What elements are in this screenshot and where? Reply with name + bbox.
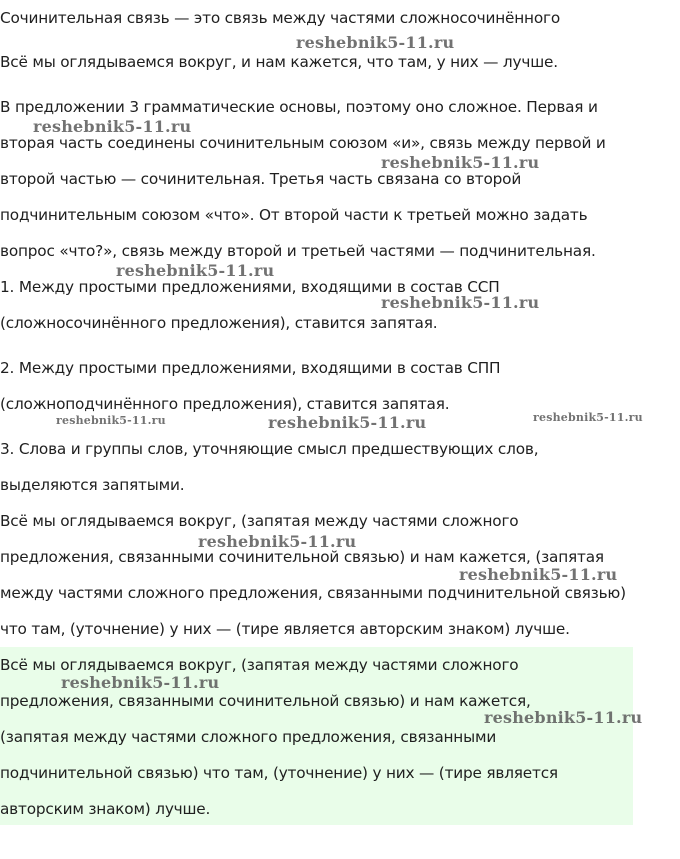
watermark: reshebnik5-11.ru (381, 293, 540, 312)
rule-3: 3. Слова и группы слов, уточняющие смысл предшествующих слов, (0, 440, 539, 458)
answer-line: предложения, связанными сочинительной связью) и нам кажется, (0, 692, 531, 710)
watermark: reshebnik5-11.ru (198, 532, 357, 551)
watermark: reshebnik5-11.ru (268, 413, 427, 432)
text-line: между частями сложного предложения, связанными подчинительной связью) (0, 584, 626, 602)
answer-line: авторским знаком) лучше. (0, 800, 211, 818)
answer-line: подчинительной связью) что там, (уточнение) у них — (тире является (0, 764, 558, 782)
text-line: Сочинительная связь — это связь между частями сложносочинённого (0, 9, 560, 27)
text-line: Всё мы оглядываемся вокруг, и нам кажется, что там, у них — лучше. (0, 53, 558, 71)
text-line: что там, (уточнение) у них — (тире является авторским знаком) лучше. (0, 620, 570, 638)
answer-line: Всё мы оглядываемся вокруг, (запятая между частями сложного (0, 656, 519, 674)
watermark: reshebnik5-11.ru (116, 261, 275, 280)
watermark: reshebnik5-11.ru (484, 708, 643, 727)
text-line: вопрос «что?», связь между второй и третьей частями — подчинительная. (0, 242, 596, 260)
text-line: (сложносочинённого предложения), ставится запятая. (0, 314, 438, 332)
watermark: reshebnik5-11.ru (381, 153, 540, 172)
answer-line: (запятая между частями сложного предложения, связанными (0, 728, 497, 746)
text-line: В предложении 3 грамматические основы, поэтому оно сложное. Первая и (0, 98, 598, 116)
watermark: reshebnik5-11.ru (533, 411, 643, 424)
watermark: reshebnik5-11.ru (33, 117, 192, 136)
rule-2: 2. Между простыми предложениями, входящими в состав СПП (0, 359, 501, 377)
watermark: reshebnik5-11.ru (459, 565, 618, 584)
text-line: подчинительным союзом «что». От второй части к третьей можно задать (0, 206, 588, 224)
watermark: reshebnik5-11.ru (56, 414, 166, 427)
text-line: выделяются запятыми. (0, 476, 185, 494)
watermark: reshebnik5-11.ru (61, 673, 220, 692)
text-line: (сложноподчинённого предложения), ставится запятая. (0, 395, 450, 413)
rule-1: 1. Между простыми предложениями, входящими в состав ССП (0, 278, 500, 296)
text-line: второй частью — сочинительная. Третья часть связана со второй (0, 170, 522, 188)
text-line: вторая часть соединены сочинительным союзом «и», связь между первой и (0, 134, 606, 152)
text-line: предложения, связанными сочинительной связью) и нам кажется, (запятая (0, 548, 604, 566)
watermark: reshebnik5-11.ru (296, 33, 455, 52)
text-line: Всё мы оглядываемся вокруг, (запятая между частями сложного (0, 512, 519, 530)
